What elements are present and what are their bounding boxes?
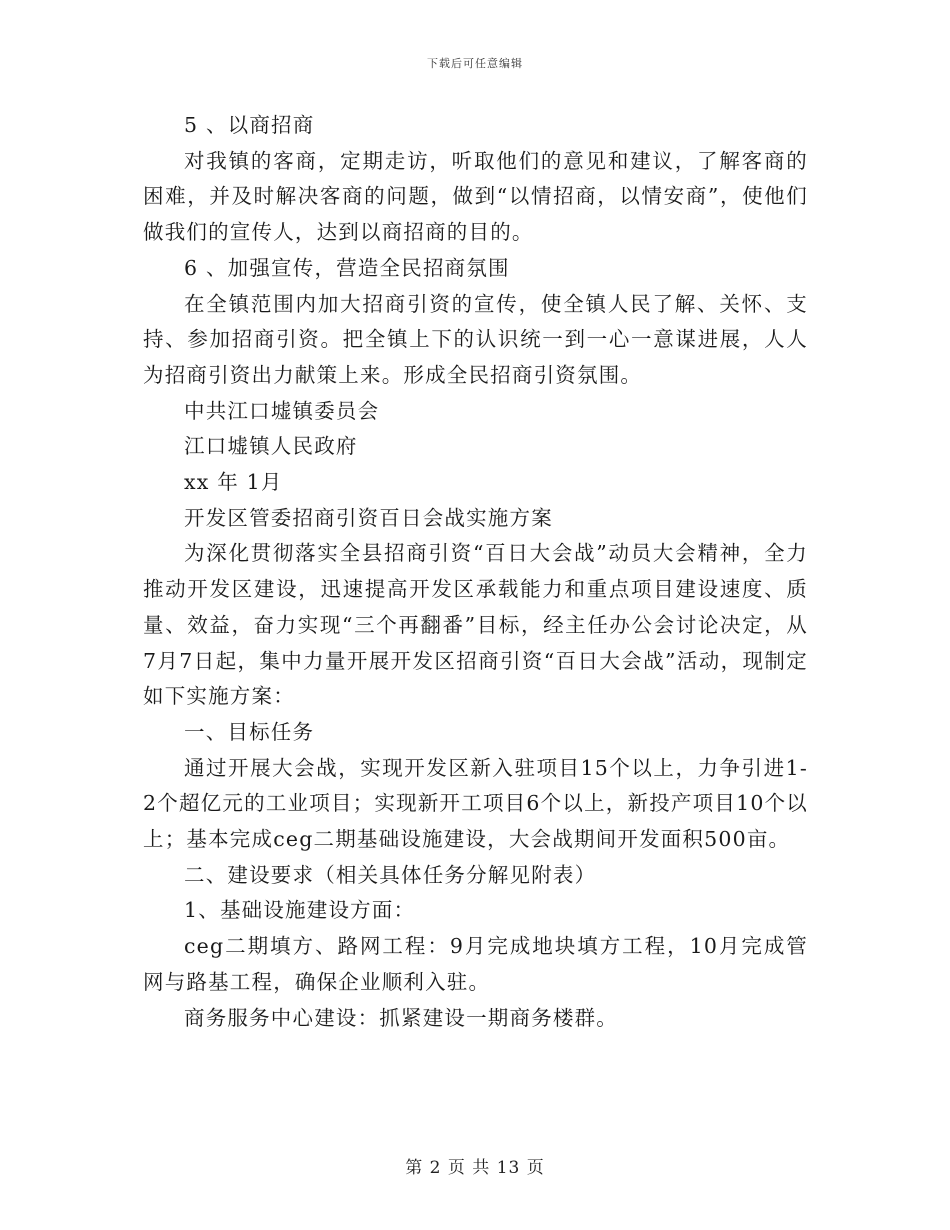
section-heading-requirements: 二、建设要求（相关具体任务分解见附表） [184, 862, 597, 887]
paragraph-goals: 通过开展大会战，实现开发区新入驻项目15个以上，力争引进1-2个超亿元的工业项目；实现新开工项目6个以上，新投产项目10个以上；基本完成ceg二期基础设施建设，大会战期间开发面积500亩。 [143, 755, 808, 852]
paragraph-business-center: 商务服务中心建设：抓紧建设一期商务楼群。 [184, 1005, 618, 1030]
paragraph-merchant-visits: 对我镇的客商，定期走访，听取他们的意见和建议，了解客商的困难，并及时解决客商的问题，做到“以情招商，以情安商”，使他们做我们的宣传人，达到以商招商的目的。 [143, 148, 808, 245]
paragraph-publicity: 在全镇范围内加大招商引资的宣传，使全镇人民了解、关怀、支持、参加招商引资。把全镇上下的认识统一到一心一意谋进展，人人为招商引资出力献策上来。形成全民招商引资氛围。 [143, 291, 808, 387]
signature-town-government: 江口墟镇人民政府 [184, 434, 358, 459]
paragraph-intro: 为深化贯彻落实全县招商引资“百日大会战”动员大会精神，全力推动开发区建设，迅速提高开发区承载能力和重点项目建设速度、质量、效益，奋力实现“三个再翻番”目标，经主任办公会讨论决定，从7月7日起，集中力量开展开发区招商引资“百日大会战”活动，现制定如下实施方案： [143, 541, 808, 709]
section-heading-6: 6 、加强宣传，营造全民招商氛围 [184, 255, 510, 280]
page-header-note: 下载后可任意编辑 [427, 57, 523, 70]
paragraph-ceg-phase2: ceg二期填方、路网工程：9月完成地块填方工程，10月完成管网与路基工程，确保企业顺利入驻。 [143, 934, 808, 994]
section-heading-5: 5 、以商招商 [184, 113, 315, 137]
section-heading-goals: 一、目标任务 [184, 719, 315, 744]
document-body [143, 108, 808, 1036]
page-number-footer: 第 2 页 共 13 页 [405, 1158, 545, 1178]
signature-date: xx 年 1月 [184, 470, 283, 495]
signature-party-committee: 中共江口墟镇委员会 [184, 398, 380, 423]
subsection-heading-infrastructure: 1、基础设施建设方面： [184, 898, 416, 923]
document-title: 开发区管委招商引资百日会战实施方案 [184, 505, 553, 530]
